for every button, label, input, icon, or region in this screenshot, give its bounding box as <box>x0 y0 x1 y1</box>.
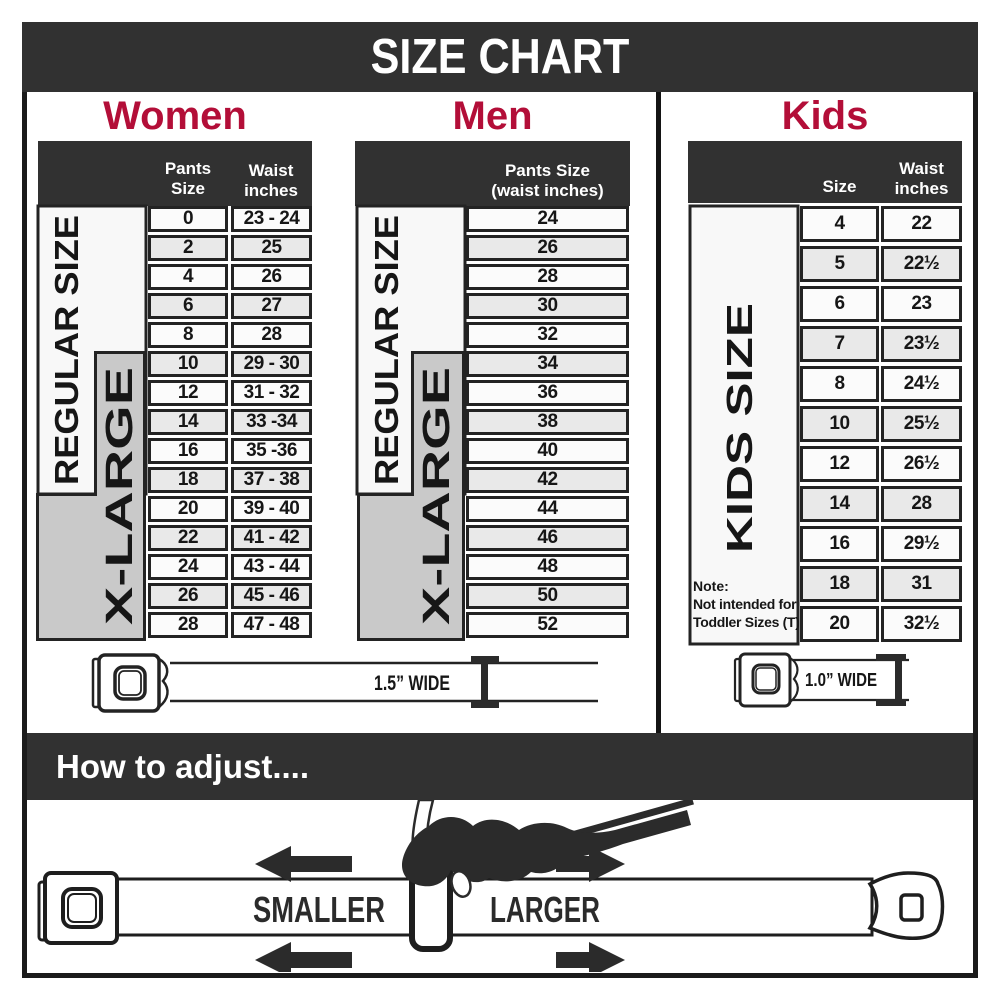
kids-table-row <box>800 326 962 362</box>
size-cell: 14 <box>800 486 879 522</box>
pants-size-cell: 44 <box>466 496 629 522</box>
women-table-body <box>148 206 312 641</box>
men-col-header-line1: Pants Size <box>504 161 591 180</box>
waist-inches-cell: 23 <box>881 286 962 322</box>
page-title: SIZE CHART <box>370 30 630 84</box>
women-table-row <box>148 206 312 232</box>
section-divider <box>656 92 661 733</box>
kids-table-row <box>800 406 962 442</box>
buckle-button-inner <box>119 671 141 695</box>
pants-size-cell: 4 <box>148 264 228 290</box>
adjust-heading: How to adjust.... <box>56 747 309 785</box>
men-regular-label: REGULAR SIZE <box>368 239 405 485</box>
women-table-row <box>148 554 312 580</box>
waist-inches-cell: 26½ <box>881 446 962 482</box>
women-table-row <box>148 322 312 348</box>
pants-size-cell: 14 <box>148 409 228 435</box>
waist-inches-cell: 26 <box>231 264 312 290</box>
women-xlarge-label: X-LARGE <box>99 454 141 625</box>
kids-table-row <box>800 526 962 562</box>
kids-table-header <box>688 141 962 203</box>
adult-belt-illustration <box>90 650 605 715</box>
pants-size-cell: 52 <box>466 612 629 638</box>
kids-col1-header: Size <box>822 177 857 196</box>
adjust-band <box>27 733 973 800</box>
kids-table-row <box>800 206 962 242</box>
men-heading: Men <box>452 94 533 138</box>
kids-size-label: KIDS SIZE <box>719 376 760 553</box>
waist-inches-cell: 24½ <box>881 366 962 402</box>
pants-size-cell: 10 <box>148 351 228 377</box>
kids-table-row <box>800 366 962 402</box>
waist-inches-cell: 32½ <box>881 606 962 642</box>
men-table-row <box>466 612 629 638</box>
pants-size-cell: 2 <box>148 235 228 261</box>
women-col1-header: Pants Size <box>164 159 212 198</box>
men-table-body <box>466 206 629 641</box>
kids-table-row <box>800 246 962 282</box>
men-table-row <box>466 525 629 551</box>
pants-size-cell: 28 <box>466 264 629 290</box>
pants-size-cell: 36 <box>466 380 629 406</box>
pants-size-cell: 22 <box>148 525 228 551</box>
size-cell: 18 <box>800 566 879 602</box>
men-table-row <box>466 322 629 348</box>
kids-size-zone <box>688 204 800 648</box>
adult-belt-width-label: 1.5” WIDE <box>374 672 450 695</box>
pants-size-cell: 38 <box>466 409 629 435</box>
kids-belt-width-label: 1.0” WIDE <box>805 670 877 690</box>
kids-note-line3: Toddler Sizes (T) <box>693 614 800 630</box>
waist-inches-cell: 27 <box>231 293 312 319</box>
women-table-row <box>148 235 312 261</box>
waist-inches-cell: 28 <box>231 322 312 348</box>
waist-inches-cell: 45 - 46 <box>231 583 312 609</box>
kids-col2-header-line1: Waist <box>899 159 944 178</box>
men-table-row <box>466 235 629 261</box>
women-regular-label: REGULAR SIZE <box>48 239 85 485</box>
pants-size-cell: 24 <box>148 554 228 580</box>
waist-inches-cell: 22½ <box>881 246 962 282</box>
pants-size-cell: 6 <box>148 293 228 319</box>
women-table-row <box>148 409 312 435</box>
kids-note-line2: Not intended for <box>693 596 797 612</box>
waist-inches-cell: 31 <box>881 566 962 602</box>
buckle-button-inner <box>756 668 776 690</box>
size-cell: 16 <box>800 526 879 562</box>
women-table-row <box>148 467 312 493</box>
women-table-row <box>148 525 312 551</box>
pants-size-cell: 0 <box>148 206 228 232</box>
size-cell: 4 <box>800 206 879 242</box>
waist-inches-cell: 28 <box>881 486 962 522</box>
women-col2-header-line1: Waist <box>248 161 294 180</box>
pants-size-cell: 42 <box>466 467 629 493</box>
size-cell: 6 <box>800 286 879 322</box>
kids-table-row <box>800 566 962 602</box>
kids-table-row <box>800 446 962 482</box>
width-measure-icon <box>876 654 906 706</box>
waist-inches-cell: 41 - 42 <box>231 525 312 551</box>
waist-inches-cell: 47 - 48 <box>231 612 312 638</box>
size-cell: 7 <box>800 326 879 362</box>
pants-size-cell: 28 <box>148 612 228 638</box>
women-table-row <box>148 438 312 464</box>
men-table-row <box>466 583 629 609</box>
pants-size-cell: 20 <box>148 496 228 522</box>
pants-size-cell: 18 <box>148 467 228 493</box>
size-cell: 10 <box>800 406 879 442</box>
arrow-left-icon <box>255 846 352 882</box>
men-table-row <box>466 264 629 290</box>
pants-size-cell: 40 <box>466 438 629 464</box>
men-size-zone <box>355 204 467 645</box>
pants-size-cell: 46 <box>466 525 629 551</box>
men-table-header <box>355 141 630 206</box>
size-cell: 5 <box>800 246 879 282</box>
women-col2-header-line2: inches <box>244 181 298 200</box>
women-table-row <box>148 351 312 377</box>
arrow-right-icon <box>556 942 625 972</box>
waist-inches-cell: 31 - 32 <box>231 380 312 406</box>
kids-belt-illustration <box>733 651 928 713</box>
arrow-left-icon <box>255 942 352 972</box>
adjust-illustration <box>27 800 973 972</box>
men-table-row <box>466 351 629 377</box>
kids-table-row <box>800 606 962 642</box>
waist-inches-cell: 37 - 38 <box>231 467 312 493</box>
waist-inches-cell: 29½ <box>881 526 962 562</box>
women-table-row <box>148 583 312 609</box>
pants-size-cell: 34 <box>466 351 629 377</box>
waist-inches-cell: 25 <box>231 235 312 261</box>
title-band <box>22 22 978 92</box>
waist-inches-cell: 33 -34 <box>231 409 312 435</box>
kids-table-body <box>800 206 962 646</box>
men-xlarge-label: X-LARGE <box>416 454 458 625</box>
pants-size-cell: 30 <box>466 293 629 319</box>
men-table-row <box>466 293 629 319</box>
pants-size-cell: 48 <box>466 554 629 580</box>
pants-size-cell: 26 <box>148 583 228 609</box>
men-table-row <box>466 554 629 580</box>
women-table-header <box>38 141 312 206</box>
kids-note-line1: Note: <box>693 578 729 594</box>
men-table-row <box>466 467 629 493</box>
size-cell: 20 <box>800 606 879 642</box>
size-cell: 12 <box>800 446 879 482</box>
women-table-row <box>148 612 312 638</box>
seatbelt-buckle-icon <box>39 873 117 943</box>
pants-size-cell: 50 <box>466 583 629 609</box>
pants-size-cell: 24 <box>466 206 629 232</box>
waist-inches-cell: 23½ <box>881 326 962 362</box>
women-size-zone <box>36 204 148 645</box>
waist-inches-cell: 39 - 40 <box>231 496 312 522</box>
pants-size-cell: 16 <box>148 438 228 464</box>
men-table-row <box>466 438 629 464</box>
pants-size-cell: 8 <box>148 322 228 348</box>
men-table-row <box>466 409 629 435</box>
waist-inches-cell: 43 - 44 <box>231 554 312 580</box>
women-table-row <box>148 264 312 290</box>
kids-table-row <box>800 486 962 522</box>
kids-heading: Kids <box>781 94 869 138</box>
men-table-row <box>466 380 629 406</box>
men-table-row <box>466 206 629 232</box>
men-table-row <box>466 496 629 522</box>
men-col-header-line2: (waist inches) <box>491 181 604 200</box>
waist-inches-cell: 35 -36 <box>231 438 312 464</box>
waist-inches-cell: 29 - 30 <box>231 351 312 377</box>
women-table-row <box>148 496 312 522</box>
pants-size-cell: 12 <box>148 380 228 406</box>
kids-col2-header-line2: inches <box>894 179 949 198</box>
women-heading: Women <box>103 94 247 138</box>
waist-inches-cell: 25½ <box>881 406 962 442</box>
smaller-label: SMALLER <box>253 889 385 930</box>
pants-size-cell: 32 <box>466 322 629 348</box>
pants-size-cell: 26 <box>466 235 629 261</box>
larger-label: LARGER <box>490 889 600 930</box>
belt-end-tip <box>870 873 943 938</box>
size-cell: 8 <box>800 366 879 402</box>
women-table-row <box>148 380 312 406</box>
waist-inches-cell: 22 <box>881 206 962 242</box>
women-table-row <box>148 293 312 319</box>
waist-inches-cell: 23 - 24 <box>231 206 312 232</box>
kids-table-row <box>800 286 962 322</box>
